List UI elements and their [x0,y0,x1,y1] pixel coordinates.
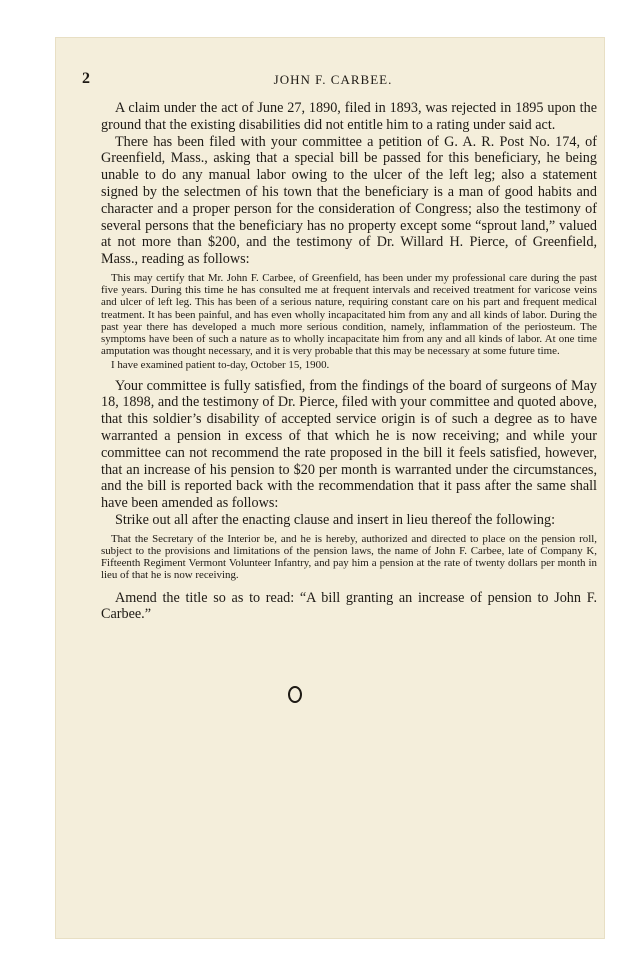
quote-amended-bill-text: That the Secretary of the Interior be, and he is hereby, authorized and directed to place on the pension roll, subject to the provisions and limitations of the pension laws, the name of John F. Carbee, late of Company K, Fifteenth Regiment Vermont Volunteer Infantry, and pay him a pension at the rate of twenty dollars per month in lieu of that he is now receiving. [101,532,597,582]
quote-physician-certificate: This may certify that Mr. John F. Carbee, of Greenfield, has been under my professional care during the past five years. During this time he has consulted me at frequent intervals and received treatment for varicose veins and ulcer of left leg. This has been of a serious nature, requiring constant care on his part and frequent medical treatment. It has been painful, and has even wholly incapacitated him from any and all kinds of labor. During the past year there has developed a much more serious condition, namely, inflammation of the periosteum. The symptoms have been of such a nature as to wholly incapacitate him from any and all kinds of labor. At one time amputation was thought necessary, and it is very probable that this may be necessary at some future time. [101,271,597,358]
running-head: JOHN F. CARBEE. [273,72,393,87]
end-of-document-mark [288,686,302,703]
quote-examination-date: I have examined patient to-day, October 15, 1900. [111,359,330,372]
paragraph-committee-finding: Your committee is fully satisfied, from the findings of the board of surgeons of May 18, 1898, and the testimony of Dr. Pierce, filed with your committee and quoted above, that this soldier’s disability of accepted service origin is of such a degree as to have warranted a pension in excess of that which he is now receiving; and while your committee can not recommend the rate proposed in the bill it feels satisfied, however, that an increase of his pension to $20 per month is warranted under the circumstances, and the bill is reported back with the recommendation that it pass after the same shall have been amended as follows: [101,377,597,512]
paragraph-title-amendment: Amend the title so as to read: “A bill granting an increase of pension to John F. Carbee.” [101,589,597,623]
page-header [82,70,584,92]
report-body [101,100,597,623]
page-number: 2 [82,70,90,87]
paragraph-amendment-instruction: Strike out all after the enacting clause and insert in lieu thereof the following: [115,511,556,528]
document-page [56,38,604,938]
paragraph-prior-claim: A claim under the act of June 27, 1890, filed in 1893, was rejected in 1895 upon the ground that the existing disabilities did not entitle him to a rating under said act. [101,100,597,133]
paragraph-petition: There has been filed with your committee a petition of G. A. R. Post No. 174, of Greenfield, Mass., asking that a special bill be passed for this beneficiary, he being unable to do any manual labor owing to the ulcer of the left leg; also a statement signed by the selectmen of his town that the beneficiary is a man of good habits and character and a proper person for the consideration of Congress; also the testimony of several persons that the beneficiary has no property except some “sprout land,” valued at not more than $200, and the testimony of Dr. Willard H. Pierce, of Greenfield, Mass., reading as follows: [101,133,597,268]
